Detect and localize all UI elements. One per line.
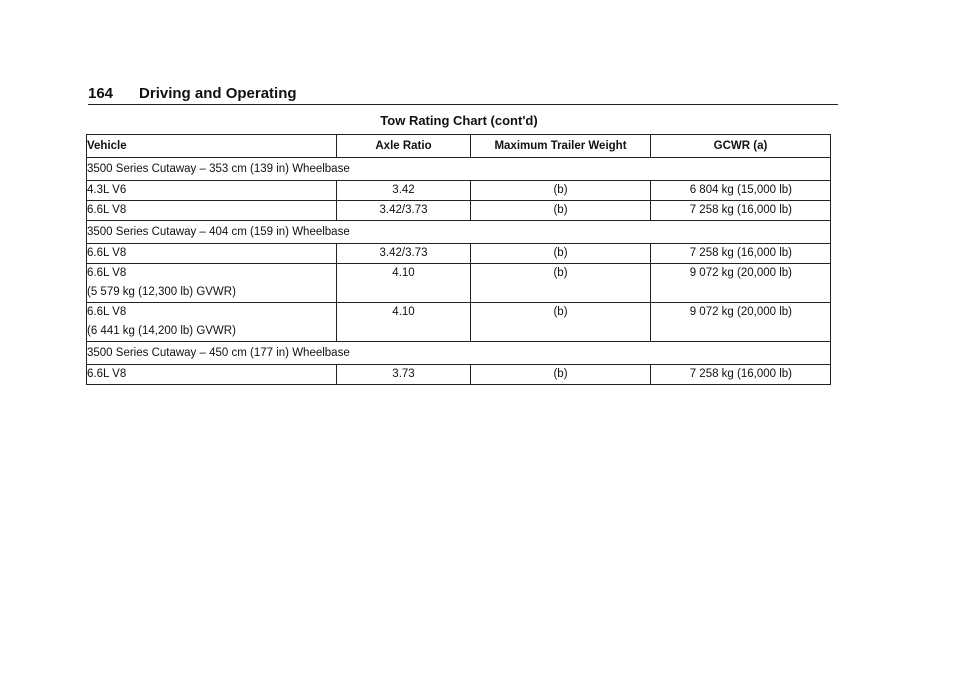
axle-ratio-cell: 3.42 — [337, 181, 471, 201]
table-row — [87, 201, 831, 221]
vehicle-gvwr: (6 441 kg (14,200 lb) GVWR) — [87, 325, 236, 337]
table-header-row — [87, 135, 831, 158]
axle-ratio-cell: 4.10 — [337, 303, 471, 342]
section-title-cell: 3500 Series Cutaway – 450 cm (177 in) Wheelbase — [87, 342, 831, 365]
table-row — [87, 365, 831, 385]
vehicle-engine: 6.6L V8 — [87, 247, 127, 259]
column-header-vehicle: Vehicle — [87, 135, 337, 158]
gcwr-cell: 7 258 kg (16,000 lb) — [651, 244, 831, 264]
table-row — [87, 244, 831, 264]
page-number: 164 — [88, 85, 114, 102]
section-row — [87, 342, 831, 365]
vehicle-engine: 6.6L V8 — [87, 306, 127, 318]
max-trailer-weight-cell: (b) — [471, 264, 651, 303]
section-title-cell: 3500 Series Cutaway – 404 cm (159 in) Wheelbase — [87, 221, 831, 244]
gcwr-cell: 7 258 kg (16,000 lb) — [651, 201, 831, 221]
section-title: Driving and Operating — [139, 85, 297, 102]
table-row — [87, 303, 831, 342]
vehicle-cell — [87, 181, 337, 201]
chart-title: Tow Rating Chart (cont'd) — [380, 113, 538, 128]
vehicle-gvwr: (5 579 kg (12,300 lb) GVWR) — [87, 286, 236, 298]
vehicle-engine: 6.6L V8 — [87, 368, 127, 380]
page-header — [88, 84, 838, 105]
max-trailer-weight-cell: (b) — [471, 303, 651, 342]
column-header-max-trailer-weight: Maximum Trailer Weight — [471, 135, 651, 158]
gcwr-cell: 7 258 kg (16,000 lb) — [651, 365, 831, 385]
max-trailer-weight-cell: (b) — [471, 365, 651, 385]
vehicle-engine: 4.3L V6 — [87, 184, 127, 196]
table-row — [87, 181, 831, 201]
section-row — [87, 221, 831, 244]
gcwr-cell: 9 072 kg (20,000 lb) — [651, 264, 831, 303]
vehicle-engine: 6.6L V8 — [87, 267, 127, 279]
section-title-cell: 3500 Series Cutaway – 353 cm (139 in) Wheelbase — [87, 158, 831, 181]
vehicle-cell — [87, 201, 337, 221]
column-header-axle-ratio: Axle Ratio — [337, 135, 471, 158]
section-row — [87, 158, 831, 181]
max-trailer-weight-cell: (b) — [471, 244, 651, 264]
max-trailer-weight-cell: (b) — [471, 181, 651, 201]
axle-ratio-cell: 3.42/3.73 — [337, 201, 471, 221]
vehicle-engine: 6.6L V8 — [87, 204, 127, 216]
table-row — [87, 264, 831, 303]
column-header-gcwr: GCWR (a) — [651, 135, 831, 158]
axle-ratio-cell: 3.73 — [337, 365, 471, 385]
gcwr-cell: 9 072 kg (20,000 lb) — [651, 303, 831, 342]
vehicle-cell — [87, 244, 337, 264]
vehicle-cell — [87, 303, 337, 342]
tow-rating-table — [86, 134, 831, 385]
vehicle-cell — [87, 365, 337, 385]
axle-ratio-cell: 3.42/3.73 — [337, 244, 471, 264]
max-trailer-weight-cell: (b) — [471, 201, 651, 221]
gcwr-cell: 6 804 kg (15,000 lb) — [651, 181, 831, 201]
vehicle-cell — [87, 264, 337, 303]
axle-ratio-cell: 4.10 — [337, 264, 471, 303]
